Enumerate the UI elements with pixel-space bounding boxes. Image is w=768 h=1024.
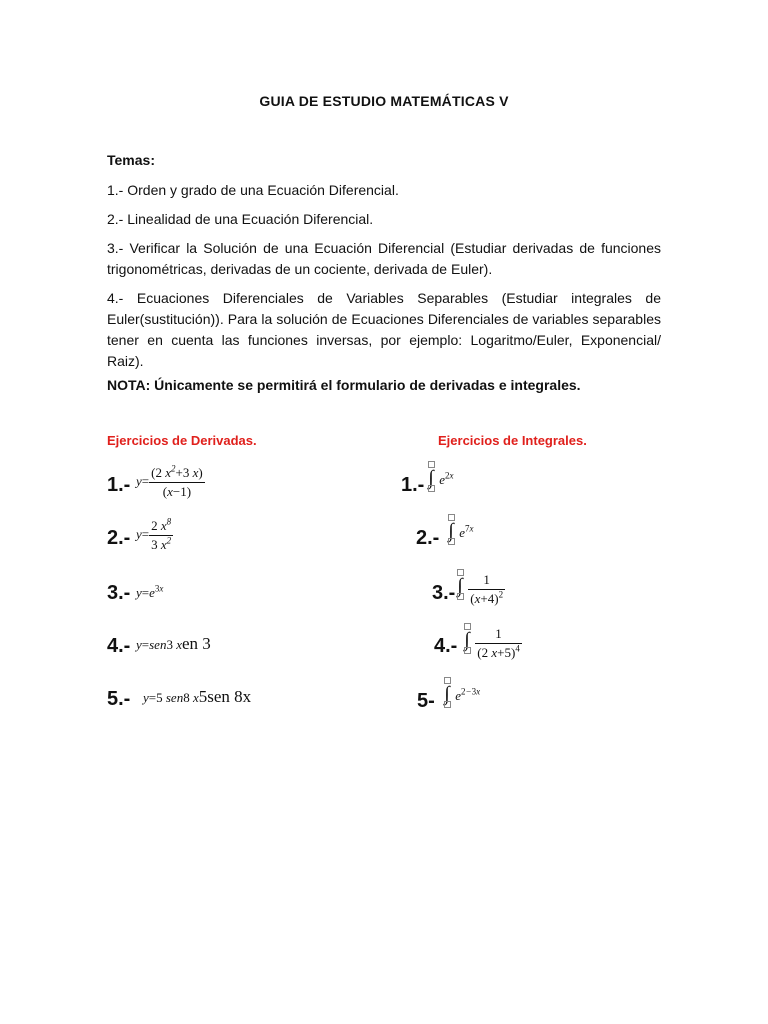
- integrales-heading: Ejercicios de Integrales.: [438, 433, 587, 448]
- integral-sign-icon: ∫: [455, 578, 465, 594]
- derivada-label-1: 1.-: [107, 474, 131, 496]
- tema-item-1: 1.- Orden y grado de una Ecuación Diferencial.: [107, 182, 399, 198]
- derivada-formula-3: $y=e^{3x}$: [136, 583, 164, 600]
- integral-label-1: 1.-: [401, 474, 425, 496]
- integral-formula-1: ∫ $e^{2x}$: [426, 470, 454, 488]
- derivadas-heading: Ejercicios de Derivadas.: [107, 433, 257, 448]
- tema-item-2: 2.- Linealidad de una Ecuación Diferencial.: [107, 211, 374, 227]
- tema-item-3: 3.- Verificar la Solución de una Ecuación Diferencial (Estudiar derivadas de funciones trigonométricas, derivadas de un cociente, derivada de Euler).: [107, 240, 661, 277]
- derivada-formula-4-tail: en 3: [182, 634, 211, 653]
- derivada-label-3: 3.-: [107, 582, 131, 604]
- integral-formula-3: ∫ $\frac{1}{(x+4)^2}$: [455, 572, 505, 607]
- integral-label-3: 3.-: [432, 582, 456, 604]
- derivada-formula-4: y=sen3 xen 3: [136, 634, 211, 653]
- tema-item-4: 4.- Ecuaciones Diferenciales de Variables Separables (Estudiar integrales de Euler(sustitución)). Para la solución de Ecuaciones Diferenciales de variables separables tener en cuenta las funciones inversas, por ejemplo: Logaritmo/Euler, Exponencial/ Raiz).: [107, 290, 661, 369]
- derivada-label-4: 4.-: [107, 635, 131, 657]
- derivada-label-5: 5.-: [107, 688, 131, 710]
- derivada-formula-2: y= $\frac{2 x^8}{3 x^2}$: [136, 516, 172, 552]
- nota-text: NOTA: Únicamente se permitirá el formulario de derivadas e integrales.: [107, 377, 581, 393]
- integral-label-5: 5-: [417, 690, 435, 712]
- derivada-formula-5: y=5 sen8 x5sen 8x: [143, 687, 252, 706]
- page-title: GUIA DE ESTUDIO MATEMÁTICAS V: [259, 93, 509, 109]
- derivada-formula-1: y= $\frac{(2 x^2+3 x)}{(x-1)}$: [136, 463, 203, 499]
- derivada-label-2: 2.-: [107, 527, 131, 549]
- integral-formula-4: ∫ $\frac{1}{(2 x+5)^4}$: [462, 626, 522, 661]
- integral-sign-icon: ∫: [446, 523, 456, 539]
- temas-heading: Temas:: [107, 152, 155, 168]
- integral-sign-icon: ∫: [462, 632, 472, 648]
- integral-formula-5: ∫ $e^{2-3x}$: [442, 686, 480, 704]
- derivada-formula-5-tail: 5sen 8x: [198, 687, 252, 706]
- integral-label-2: 2.-: [416, 527, 440, 549]
- integral-formula-2: ∫ $e^{7x}$: [446, 523, 474, 541]
- integral-sign-icon: ∫: [426, 470, 436, 486]
- integral-label-4: 4.-: [434, 635, 458, 657]
- integral-sign-icon: ∫: [442, 686, 452, 702]
